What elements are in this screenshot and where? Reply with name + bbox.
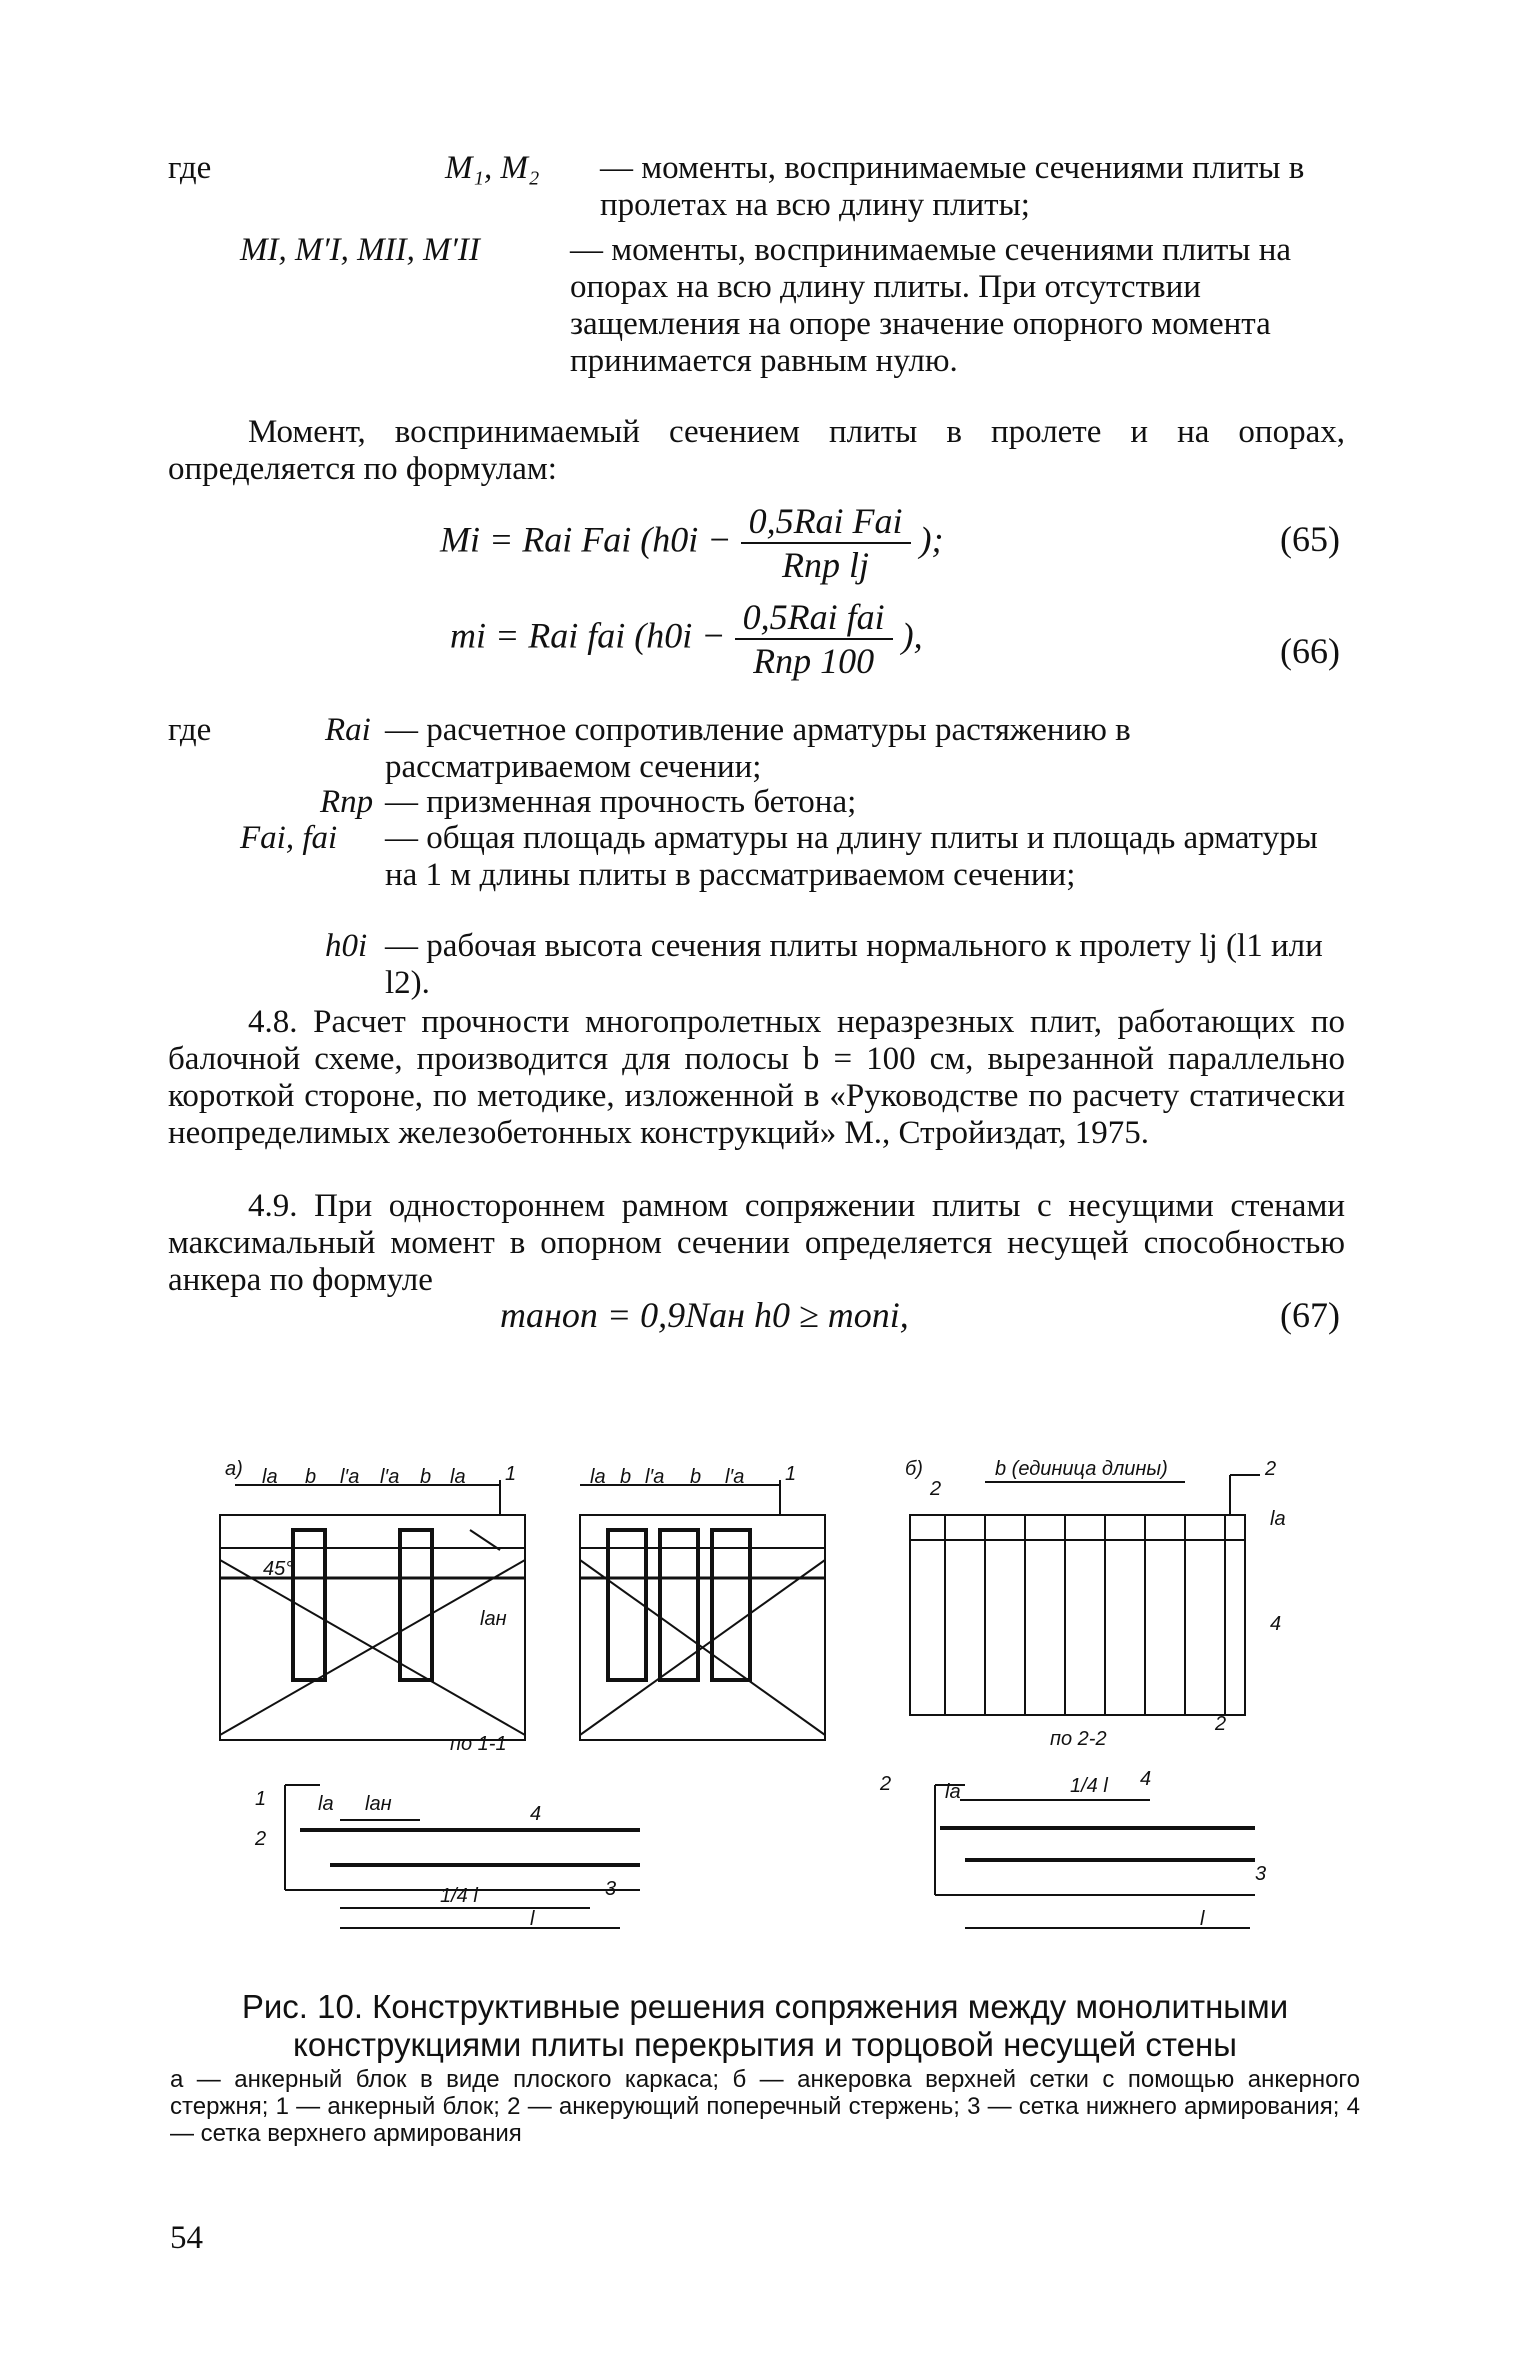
figure-10-drawing: [0, 1380, 1535, 1950]
callout-3-section-2: 3: [1255, 1863, 1267, 1885]
dim-la-3: la: [590, 1466, 606, 1488]
formula-66-tail: ),: [901, 615, 923, 656]
gde-label-1: где: [168, 150, 212, 186]
definition-rai: — расчетное сопротивление арматуры растяжению в рассматриваемом сечении;: [385, 712, 1131, 785]
definition-h0i: — рабочая высота сечения плиты нормального к пролету lj (l1 или l2).: [385, 928, 1323, 1001]
symbol-rpr: Rпр: [320, 784, 374, 820]
dim-l-1: l: [530, 1908, 535, 1930]
dim-la-plan: la: [1270, 1508, 1286, 1530]
formula-66-numerator: 0,5Rai fai: [735, 596, 893, 640]
callout-4-section-1: 4: [530, 1803, 542, 1825]
formula-65-denominator: Rпр lj: [782, 545, 870, 585]
definition-fai: — общая площадь арматуры на длину плиты и площадь арматуры на 1 м длины плиты в рассматриваемом сечении;: [385, 820, 1318, 893]
dim-lan-section: lан: [365, 1793, 392, 1815]
formula-66-fraction: [735, 596, 893, 682]
formula-66-denominator: Rпр 100: [753, 641, 875, 681]
callout-2-plan: 2: [1265, 1458, 1277, 1480]
figure-caption-legend: а — анкерный блок в виде плоского каркаса; б — анкеровка верхней сетки с помощью анкерного стержня; 1 — анкерный блок; 2 — анкерующий поперечный стержень; 3 — сетка нижнего армирования; 4 — сетка верхнего армирования: [170, 2066, 1360, 2147]
formula-65-numerator: 0,5Rai Fai: [741, 500, 911, 544]
definition-m1-m2: — моменты, воспринимаемые сечениями плиты в пролетах на всю длину плиты;: [600, 150, 1305, 223]
formula-65-fraction: [741, 500, 911, 586]
symbol-support-moments: MI, M′I, MII, M′II: [240, 232, 480, 268]
symbol-h0i: h0i: [325, 928, 368, 964]
dim-b-2: b: [420, 1466, 432, 1488]
panel-b-plan: [910, 1475, 1260, 1715]
dim-quarter-l-1: 1/4 l: [440, 1885, 478, 1907]
dim-lan: lан: [480, 1608, 507, 1630]
callout-3-section-1: 3: [605, 1878, 617, 1900]
dim-b-unit: b (единица длины): [995, 1458, 1168, 1480]
dim-la-section: la: [318, 1793, 334, 1815]
formula-67-number: (67): [1280, 1295, 1340, 1335]
dim-quarter-l-2: 1/4 l: [1070, 1775, 1108, 1797]
symbol-fai: Fai, fai: [240, 820, 338, 856]
dim-la-section-2: la: [945, 1781, 961, 1803]
angle-45: 45°: [263, 1558, 294, 1580]
formula-65-number: (65): [1280, 519, 1340, 559]
section-4-8: 4.8. Расчет прочности многопролетных неразрезных плит, работающих по балочной схеме, производится для полосы b = 100 см, вырезанной параллельно короткой стороне, по методике, изложенной в «Руководстве по расчету статически неопределимых железобетонных конструкций» М., Стройиздат, 1975.: [168, 1004, 1345, 1151]
section-4-9: 4.9. При одностороннем рамном сопряжении плиты с несущими стенами максимальный момент в опорном сечении определяется несущей способностью анкера по формуле: [168, 1188, 1345, 1298]
callout-1-b: 1: [785, 1463, 797, 1485]
callout-4-section-2: 4: [1140, 1768, 1152, 1790]
callout-1-section: 1: [255, 1788, 267, 1810]
definition-rpr: — призменная прочность бетона;: [385, 784, 857, 820]
page-number: 54: [170, 2220, 203, 2256]
figure-caption-title: Рис. 10. Конструктивные решения сопряжения между монолитными конструкциями плиты перекрытия и торцовой несущей стены: [241, 1988, 1289, 2063]
formula-65-tail: );: [919, 519, 944, 560]
section-2-2-drawing: [935, 1785, 1255, 1928]
callout-2-section-2: 2: [880, 1773, 892, 1795]
formula-66: [450, 596, 923, 682]
formula-66-number: (66): [1280, 631, 1340, 671]
formula-65: [440, 500, 944, 586]
dim-l-2: l: [1200, 1908, 1205, 1930]
formula-67: mанoп = 0,9Nан h0 ≥ mопi,: [500, 1295, 909, 1335]
symbol-rai: Rai: [325, 712, 371, 748]
dim-b-4: b: [690, 1466, 702, 1488]
dim-la-prime-1: l′a: [340, 1466, 360, 1488]
dim-b-3: b: [620, 1466, 632, 1488]
dim-b-1: b: [305, 1466, 317, 1488]
callout-2-b: 2: [930, 1478, 942, 1500]
figure-label-a: а): [225, 1458, 243, 1480]
callout-4-plan: 4: [1270, 1613, 1282, 1635]
symbol-m1-m2: M₁, M₂: [445, 150, 540, 186]
definition-support-moments: — моменты, воспринимаемые сечениями плиты на опорах на всю длину плиты. При отсутствии защемления на опоре значение опорного момента принимается равным нулю.: [570, 232, 1292, 379]
panel-a-right-view: [580, 1480, 825, 1740]
intro-paragraph: Момент, воспринимаемый сечением плиты в пролете и на опорах, определяется по формулам:: [168, 414, 1345, 487]
callout-2-plan-bottom: 2: [1215, 1713, 1227, 1735]
formula-66-lhs: mi = Rai fai (h0i −: [450, 615, 726, 656]
callout-2-section-1: 2: [255, 1828, 267, 1850]
gde-label-2: где: [168, 712, 212, 748]
dim-la-prime-4: l′a: [725, 1466, 745, 1488]
figure-label-b: б): [905, 1458, 923, 1480]
formula-65-lhs: Mi = Rai Fai (h0i −: [440, 519, 732, 560]
section-2-2-label: по 2-2: [1050, 1728, 1107, 1750]
callout-1-a: 1: [505, 1463, 517, 1485]
dim-la-prime-2: l′a: [380, 1466, 400, 1488]
section-1-1-label: по 1-1: [450, 1733, 507, 1755]
dim-la-1: la: [262, 1466, 278, 1488]
dim-la-prime-3: l′a: [645, 1466, 665, 1488]
dim-la-2: la: [450, 1466, 466, 1488]
